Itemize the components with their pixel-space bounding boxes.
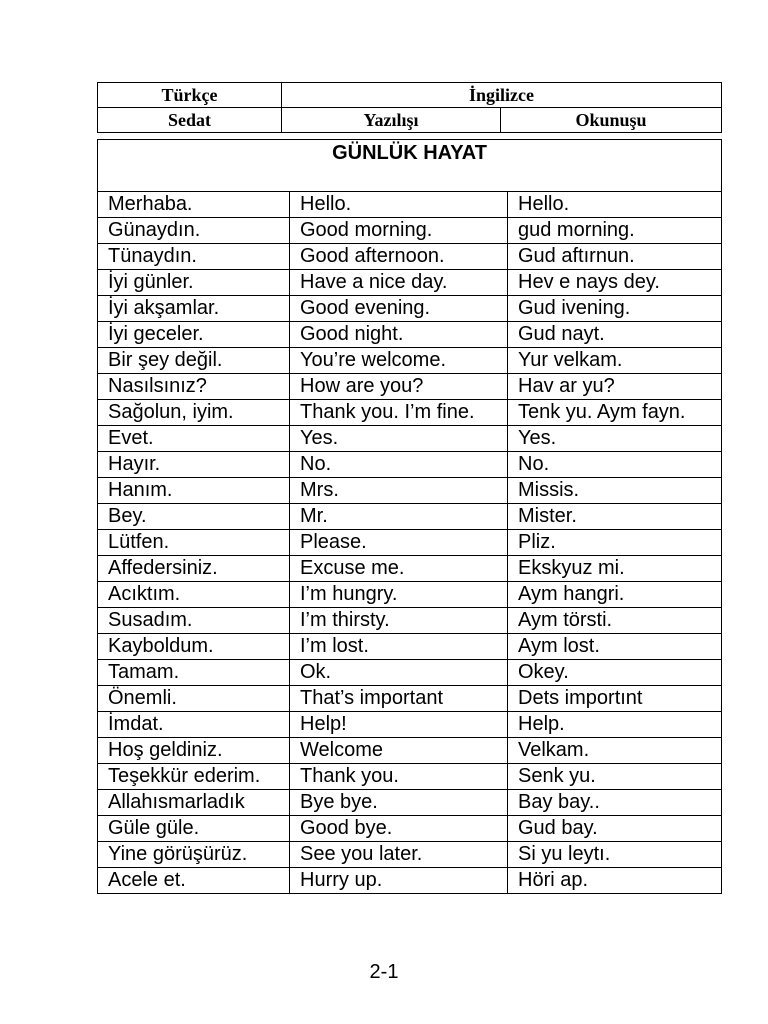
english-cell: I’m lost. <box>290 634 508 660</box>
table-row <box>98 582 722 608</box>
turkish-cell: Lütfen. <box>98 530 290 556</box>
phrase-table-body <box>98 140 722 894</box>
pronunciation-cell: Si yu leytı. <box>508 842 722 868</box>
turkish-cell: Güle güle. <box>98 816 290 842</box>
pronunciation-cell: Aym lost. <box>508 634 722 660</box>
pronunciation-cell: Okey. <box>508 660 722 686</box>
table-row <box>98 504 722 530</box>
turkish-cell: Acıktım. <box>98 582 290 608</box>
table-row <box>98 608 722 634</box>
turkish-cell: Nasılsınız? <box>98 374 290 400</box>
section-title: GÜNLÜK HAYAT <box>98 140 722 192</box>
phrase-table <box>97 139 722 894</box>
table-row <box>98 374 722 400</box>
header-english: İngilizce <box>282 83 722 108</box>
english-cell: Bye bye. <box>290 790 508 816</box>
turkish-cell: Yine görüşürüz. <box>98 842 290 868</box>
pronunciation-cell: Gud aftırnun. <box>508 244 722 270</box>
table-row <box>98 634 722 660</box>
table-row <box>98 556 722 582</box>
turkish-cell: Hanım. <box>98 478 290 504</box>
english-cell: How are you? <box>290 374 508 400</box>
header-pronunciation: Okunuşu <box>501 108 722 133</box>
turkish-cell: İyi geceler. <box>98 322 290 348</box>
turkish-cell: Acele et. <box>98 868 290 894</box>
turkish-cell: Teşekkür ederim. <box>98 764 290 790</box>
table-row <box>98 868 722 894</box>
english-cell: I’m hungry. <box>290 582 508 608</box>
turkish-cell: İyi akşamlar. <box>98 296 290 322</box>
english-cell: Good morning. <box>290 218 508 244</box>
table-row <box>98 452 722 478</box>
table-row <box>98 790 722 816</box>
english-cell: Hello. <box>290 192 508 218</box>
table-row <box>98 764 722 790</box>
table-row <box>98 738 722 764</box>
table-row <box>98 296 722 322</box>
turkish-cell: Kayboldum. <box>98 634 290 660</box>
header-row-subheaders <box>98 108 722 133</box>
english-cell: Good afternoon. <box>290 244 508 270</box>
table-row <box>98 816 722 842</box>
header-table <box>97 82 722 133</box>
pronunciation-cell: Mister. <box>508 504 722 530</box>
table-row <box>98 478 722 504</box>
pronunciation-cell: Pliz. <box>508 530 722 556</box>
pronunciation-cell: Höri ap. <box>508 868 722 894</box>
pronunciation-cell: Missis. <box>508 478 722 504</box>
table-row <box>98 322 722 348</box>
pronunciation-cell: Yes. <box>508 426 722 452</box>
header-turkish: Türkçe <box>98 83 282 108</box>
english-cell: You’re welcome. <box>290 348 508 374</box>
table-row <box>98 842 722 868</box>
turkish-cell: Merhaba. <box>98 192 290 218</box>
table-row <box>98 270 722 296</box>
pronunciation-cell: Gud ivening. <box>508 296 722 322</box>
table-row <box>98 400 722 426</box>
table-row <box>98 244 722 270</box>
pronunciation-cell: Hev e nays dey. <box>508 270 722 296</box>
english-cell: Yes. <box>290 426 508 452</box>
table-row <box>98 530 722 556</box>
pronunciation-cell: Senk yu. <box>508 764 722 790</box>
page-number: 2-1 <box>369 961 399 983</box>
pronunciation-cell: Yur velkam. <box>508 348 722 374</box>
header-author: Sedat <box>98 108 282 133</box>
pronunciation-cell: Help. <box>508 712 722 738</box>
table-row <box>98 192 722 218</box>
pronunciation-cell: Hello. <box>508 192 722 218</box>
english-cell: Thank you. I’m fine. <box>290 400 508 426</box>
english-cell: Thank you. <box>290 764 508 790</box>
english-cell: Good evening. <box>290 296 508 322</box>
table-row <box>98 426 722 452</box>
turkish-cell: İmdat. <box>98 712 290 738</box>
english-cell: Excuse me. <box>290 556 508 582</box>
english-cell: No. <box>290 452 508 478</box>
english-cell: Hurry up. <box>290 868 508 894</box>
turkish-cell: Susadım. <box>98 608 290 634</box>
pronunciation-cell: Aym hangri. <box>508 582 722 608</box>
turkish-cell: İyi günler. <box>98 270 290 296</box>
pronunciation-cell: Dets importınt <box>508 686 722 712</box>
header-row-languages <box>98 83 722 108</box>
turkish-cell: Hayır. <box>98 452 290 478</box>
pronunciation-cell: Hav ar yu? <box>508 374 722 400</box>
table-row <box>98 660 722 686</box>
english-cell: Good night. <box>290 322 508 348</box>
english-cell: Good bye. <box>290 816 508 842</box>
table-row <box>98 686 722 712</box>
table-row <box>98 218 722 244</box>
table-row <box>98 348 722 374</box>
pronunciation-cell: Aym törsti. <box>508 608 722 634</box>
english-cell: Welcome <box>290 738 508 764</box>
english-cell: Help! <box>290 712 508 738</box>
table-row <box>98 712 722 738</box>
turkish-cell: Bir şey değil. <box>98 348 290 374</box>
turkish-cell: Hoş geldiniz. <box>98 738 290 764</box>
english-cell: Mr. <box>290 504 508 530</box>
pronunciation-cell: Gud bay. <box>508 816 722 842</box>
pronunciation-cell: Ekskyuz mi. <box>508 556 722 582</box>
turkish-cell: Tünaydın. <box>98 244 290 270</box>
english-cell: See you later. <box>290 842 508 868</box>
turkish-cell: Günaydın. <box>98 218 290 244</box>
section-title-row <box>98 140 722 192</box>
english-cell: Ok. <box>290 660 508 686</box>
pronunciation-cell: No. <box>508 452 722 478</box>
english-cell: That’s important <box>290 686 508 712</box>
turkish-cell: Allahısmarladık <box>98 790 290 816</box>
turkish-cell: Önemli. <box>98 686 290 712</box>
turkish-cell: Tamam. <box>98 660 290 686</box>
pronunciation-cell: Bay bay.. <box>508 790 722 816</box>
turkish-cell: Evet. <box>98 426 290 452</box>
turkish-cell: Bey. <box>98 504 290 530</box>
pronunciation-cell: Velkam. <box>508 738 722 764</box>
pronunciation-cell: gud morning. <box>508 218 722 244</box>
english-cell: Mrs. <box>290 478 508 504</box>
english-cell: Have a nice day. <box>290 270 508 296</box>
turkish-cell: Affedersiniz. <box>98 556 290 582</box>
pronunciation-cell: Tenk yu. Aym fayn. <box>508 400 722 426</box>
english-cell: Please. <box>290 530 508 556</box>
turkish-cell: Sağolun, iyim. <box>98 400 290 426</box>
header-written: Yazılışı <box>282 108 501 133</box>
pronunciation-cell: Gud nayt. <box>508 322 722 348</box>
english-cell: I’m thirsty. <box>290 608 508 634</box>
